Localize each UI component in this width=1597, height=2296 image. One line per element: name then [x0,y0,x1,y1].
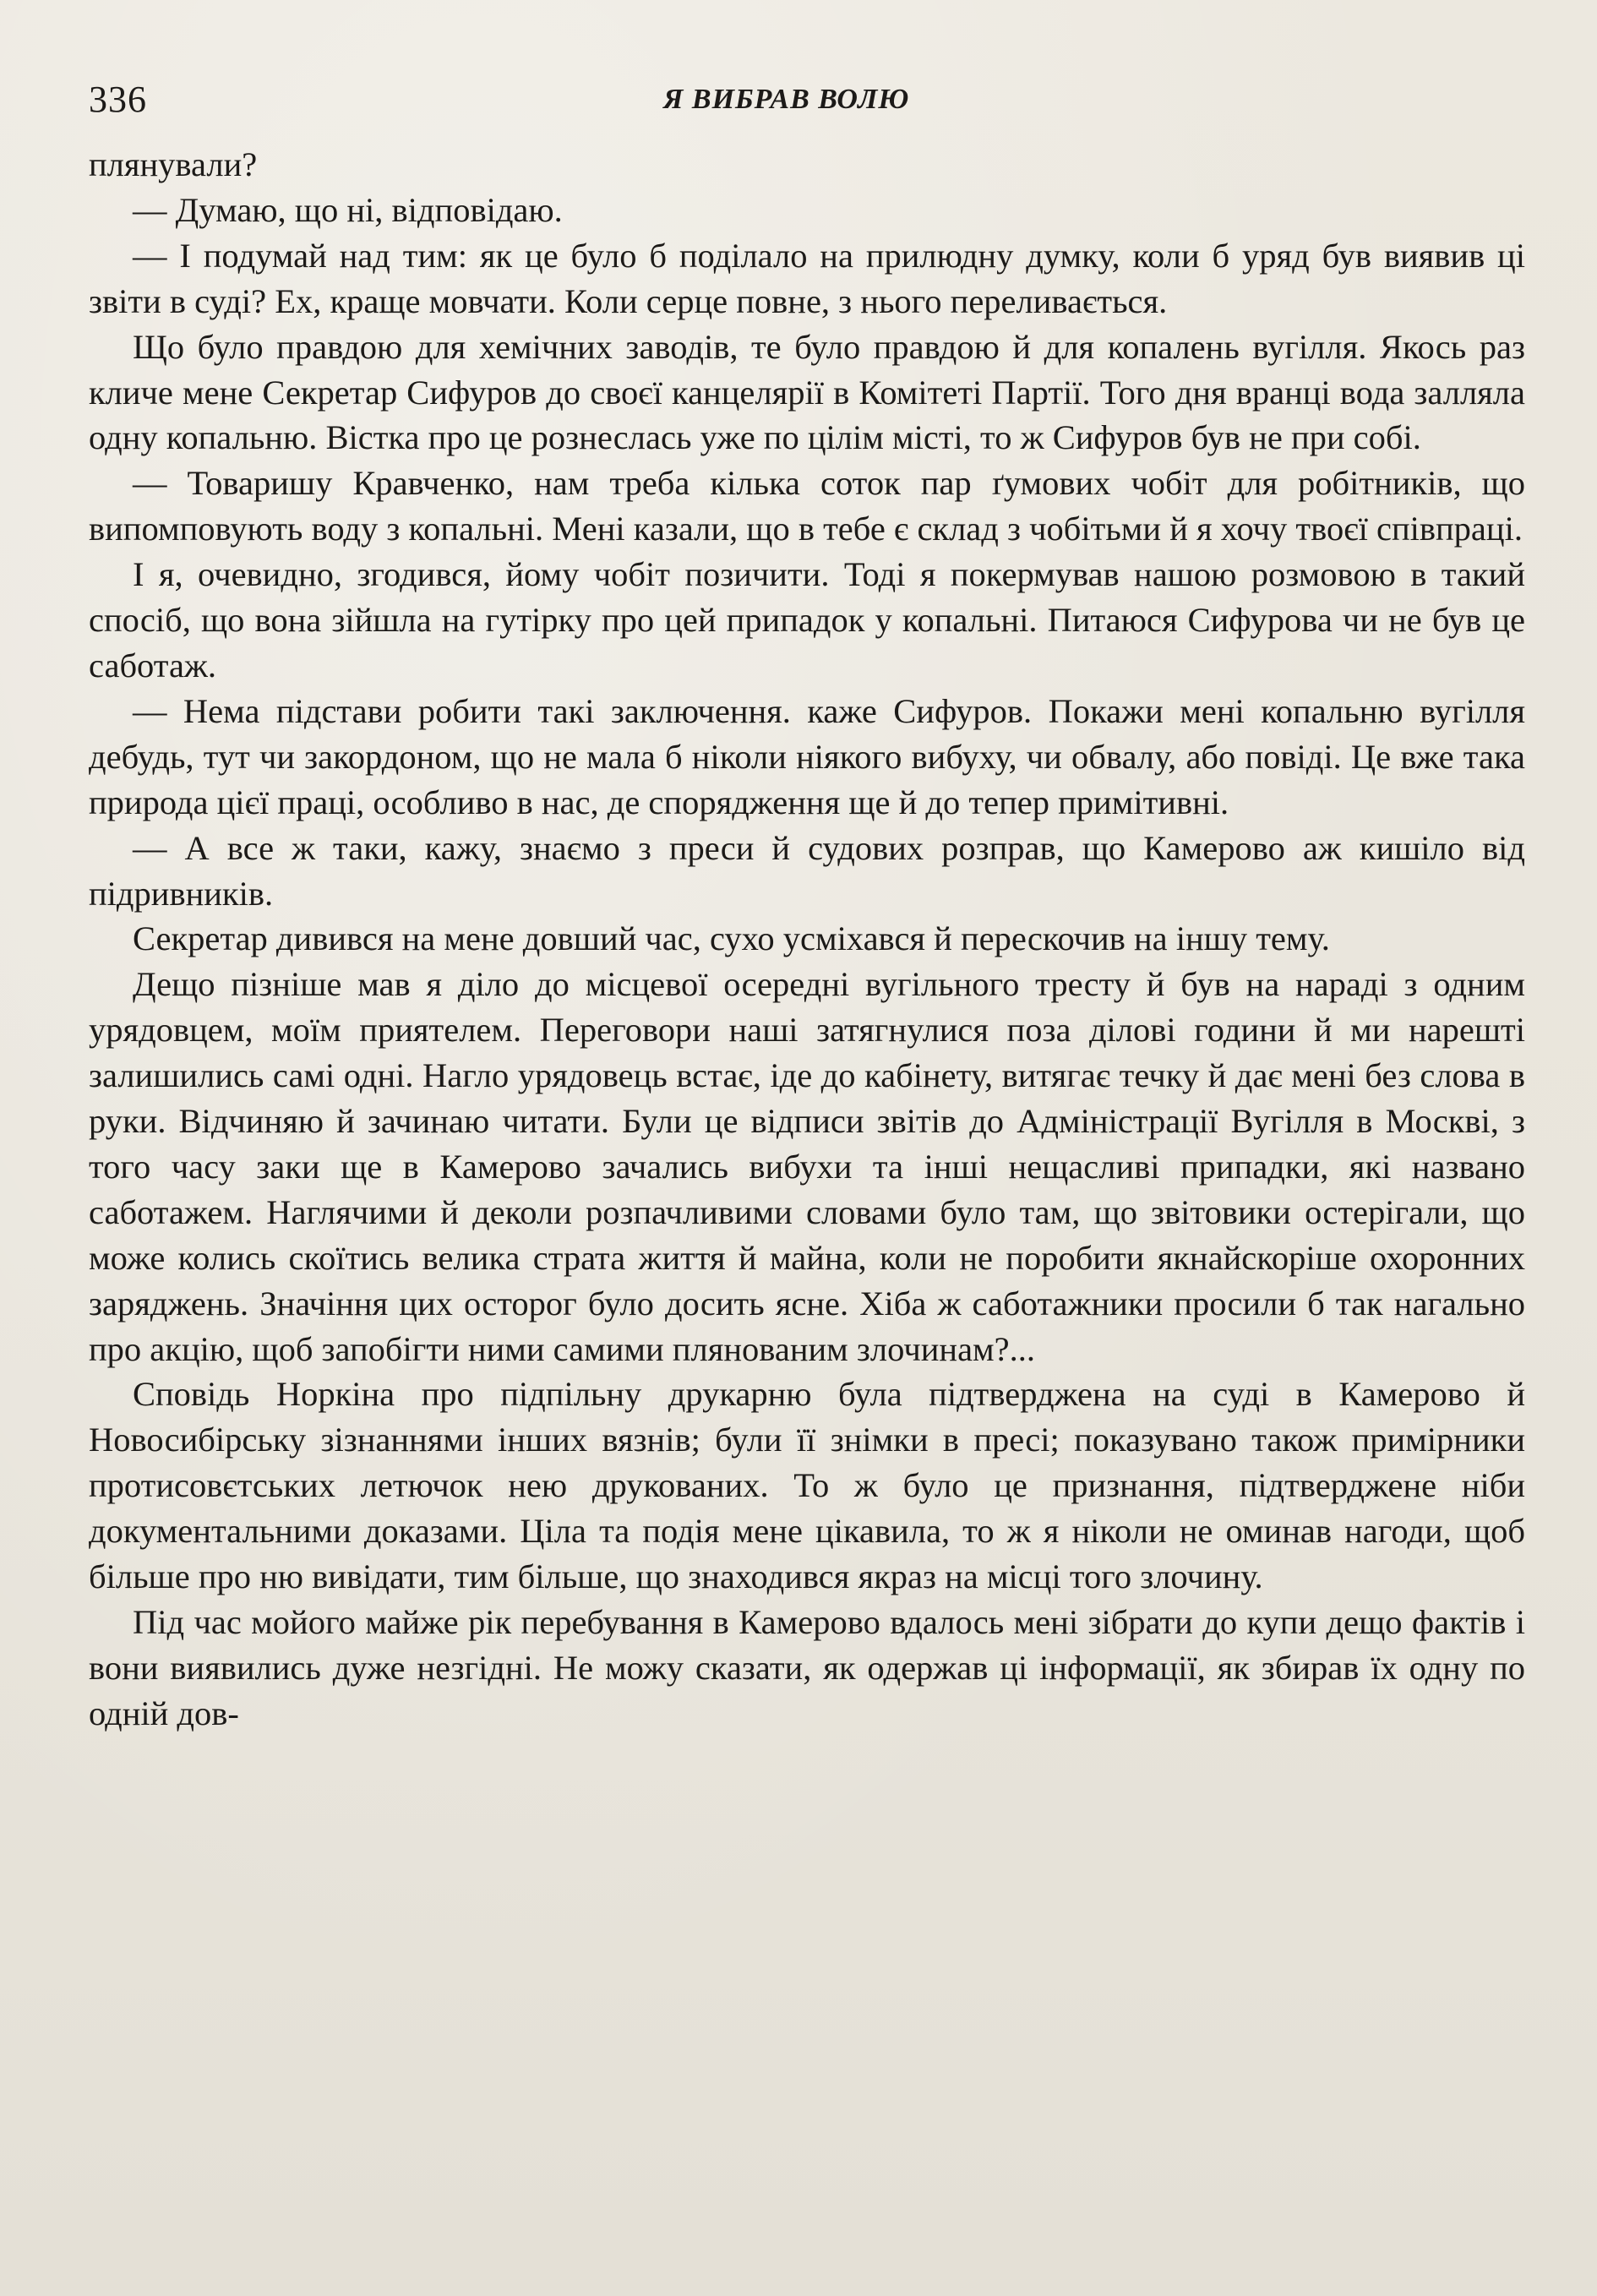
page-number: 336 [89,79,147,120]
paragraph: Дещо пізніше мав я діло до місцевої осередні вугільного тресту й був на нараді з одним урядовцем, моїм приятелем. Переговори наші затягнулися поза ділові години й ми нарешті залишились самі одні. Нагло урядовець встає, іде до кабінету, витягає течку й дає мені без слова в руки. Відчиняю й зачинаю читати. Були це відписи звітів до Адміністрації Вугілля в Москві, з того часу заки ще в Камерово зачались вибухи та інші нещасливі припадки, які названо саботажем. Наглячими й деколи розпачливими словами було там, що звітовики остерігали, що може колись скоїтись велика страта життя й майна, коли не поробити якнайскоріше охоронних заряджень. Значіння цих осторог було досить ясне. Хіба ж саботажники просили б так нагально про акцію, щоб запобігти ними самими плянованим злочинам?... [89,965,1525,1368]
paragraph: І я, очевидно, згодився, йому чобіт позичити. Тоді я покермував нашою розмовою в такий спосіб, що вона зійшла на гутірку про цей припадок у копальні. Питаюся Сифурова чи не був це саботаж. [89,555,1525,684]
paragraph: — І подумай над тим: як це було б поділало на прилюдну думку, коли б уряд був виявив ці звіти в суді? Ех, краще мовчати. Коли серце повне, з нього переливається. [89,236,1525,320]
paragraph: — Думаю, що ні, відповідаю. [133,190,563,229]
paragraph-continuation: плянували? [89,145,258,183]
running-title: Я ВИБРАВ ВОЛЮ [663,84,910,115]
paragraph: Під час мойого майже рік перебування в Камерово вдалось мені зібрати до купи дещо фактів і вони виявились дуже незгідні. Не можу сказати, як одержав ці інформації, як збирав їх одну по одній дов- [89,1603,1525,1732]
paragraph: — Товаришу Кравченко, нам треба кілька соток пар ґумових чобіт для робітників, що випомповують воду з копальні. Мені казали, що в тебе є склад з чобітьми й я хочу твоєї співпраці. [89,464,1525,548]
paragraph: Що було правдою для хемічних заводів, те було правдою й для копалень вугілля. Якось раз кличе мене Секретар Сифуров до своєї канцелярії в Комітеті Партії. Того дня вранці вода залляла одну копальню. Вістка про це рознеслась уже по цілім місті, то ж Сифуров був не при собі. [89,327,1525,457]
page-body [89,142,1525,1737]
page-header [89,74,1525,125]
paragraph: — А все ж таки, кажу, знаємо з преси й судових розправ, що Камерово аж кишіло від підривників. [89,828,1525,913]
paragraph: Секретар дивився на мене довший час, сухо усміхався й перескочив на іншу тему. [133,919,1330,958]
paragraph: — Нема підстави робити такі заключення. каже Сифуров. Покажи мені копальню вугілля дебудь, тут чи закордоном, що не мала б ніколи ніякого вибуху, чи обвалу, або повіді. Це вже така природа цієї праці, особливо в нас, де спорядження ще й до тепер примітивні. [89,691,1525,821]
paragraph: Сповідь Норкіна про підпільну друкарню була підтверджена на суді в Камерово й Новосибірську зізнаннями інших вязнів; були її знімки в пресі; показувано також примірники протисовєтських летючок нею друкованих. То ж було це признання, підтверджене ніби документальними доказами. Ціла та подія мене цікавила, то ж я ніколи не оминав нагоди, щоб більше про ню вивідати, тим більше, що знаходився якраз на місці того злочину. [89,1375,1525,1596]
